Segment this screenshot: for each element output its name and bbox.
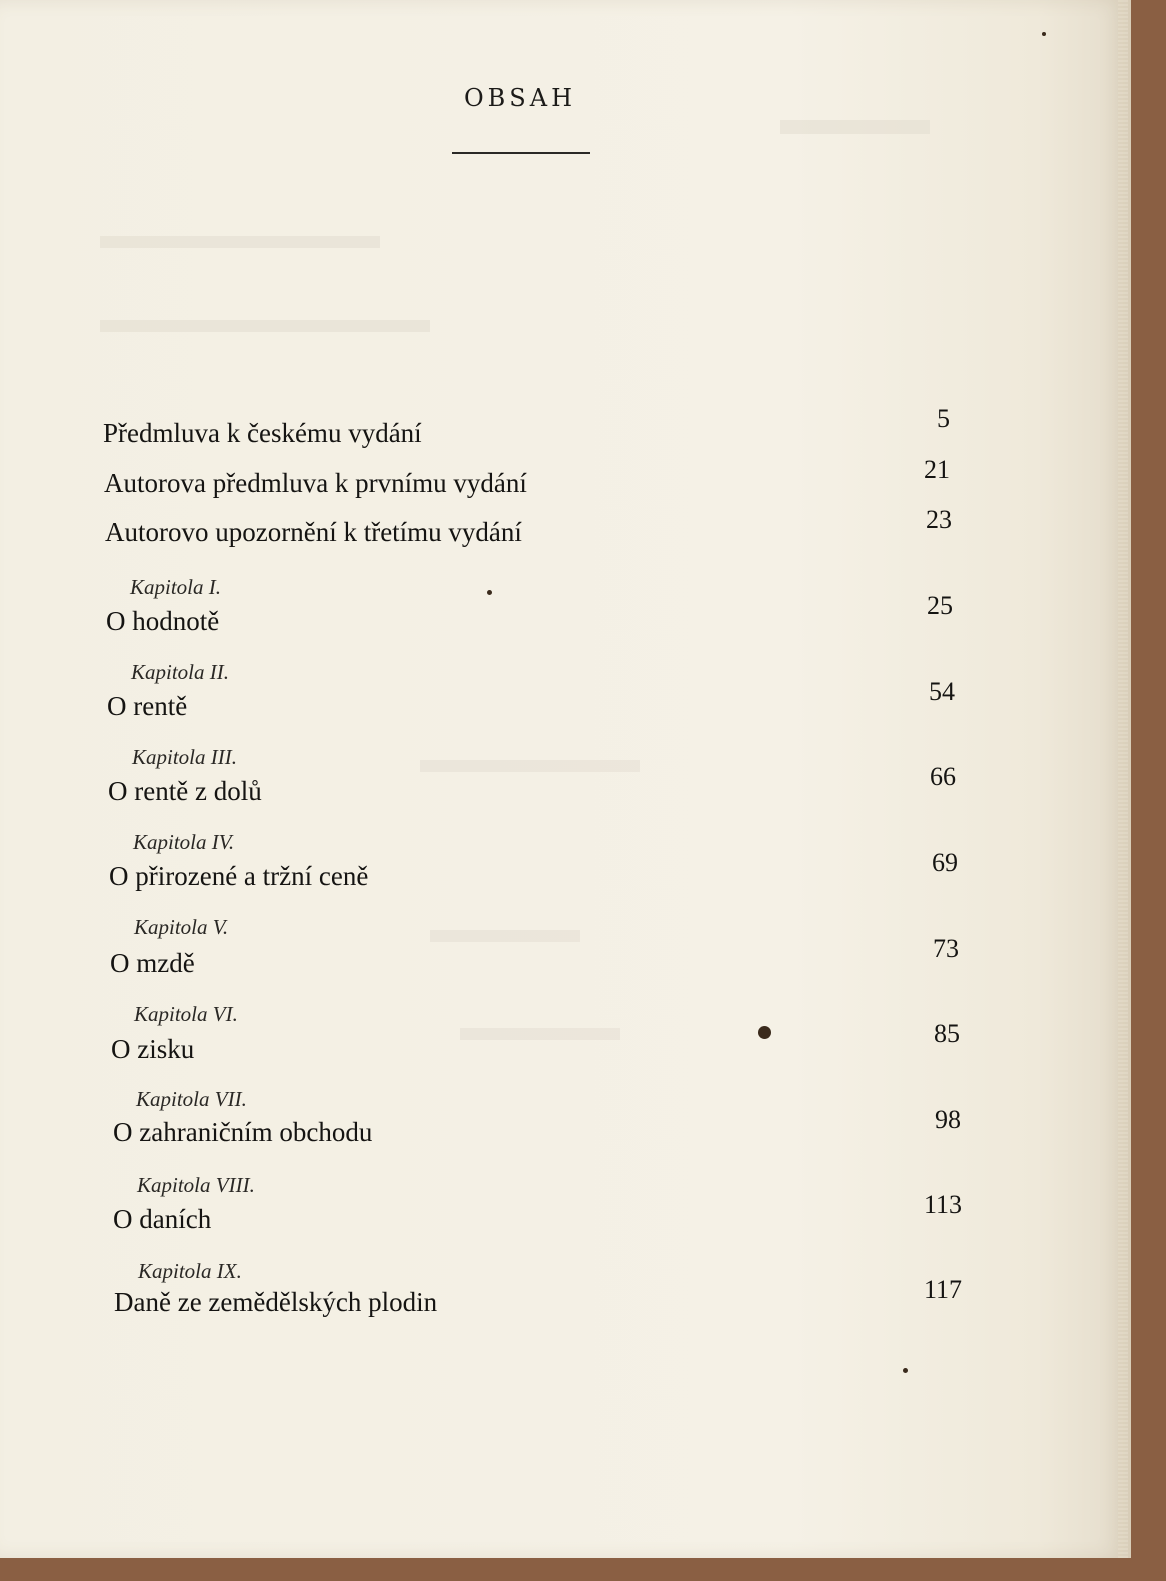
toc-entry-title: O přirozené a tržní ceně xyxy=(109,861,369,891)
toc-entry-title: O daních xyxy=(113,1204,212,1234)
ink-speck xyxy=(903,1368,908,1373)
toc-entry-page: 85 xyxy=(934,1019,960,1048)
toc-entry-kapitola: Kapitola III. xyxy=(132,745,237,769)
toc-entry-page: 73 xyxy=(933,934,959,963)
toc-entry-title: O hodnotě xyxy=(106,606,220,636)
toc-entry-title: Autorovo upozornění k třetímu vydání xyxy=(105,517,522,547)
toc-entry-kapitola: Kapitola V. xyxy=(134,915,229,939)
toc-entry-title: O zahraničním obchodu xyxy=(113,1117,373,1147)
toc-entry-kapitola: Kapitola II. xyxy=(131,660,229,684)
show-through-ghost xyxy=(420,760,640,772)
show-through-ghost xyxy=(100,320,430,332)
toc-entry-kapitola: Kapitola VII. xyxy=(136,1087,247,1111)
toc-entry-page: 5 xyxy=(937,404,950,433)
toc-entry-kapitola: Kapitola VIII. xyxy=(137,1173,255,1197)
toc-entry-title: O mzdě xyxy=(110,948,195,978)
toc-entry-page: 25 xyxy=(927,591,953,620)
toc-entry-title: Autorova předmluva k prvnímu vydání xyxy=(104,468,527,498)
toc-entry-kapitola: Kapitola IV. xyxy=(133,830,235,854)
toc-entry-title: Předmluva k českému vydání xyxy=(103,418,422,448)
toc-entry-kapitola: Kapitola I. xyxy=(130,575,222,599)
toc-entry-kapitola: Kapitola VI. xyxy=(134,1002,238,1026)
toc-entry-title: O rentě z dolů xyxy=(108,776,262,806)
show-through-ghost xyxy=(430,930,580,942)
toc-entry-page: 69 xyxy=(932,848,958,877)
ink-speck xyxy=(758,1026,771,1039)
toc-entry-page: 54 xyxy=(929,677,955,706)
toc-entry-title: O zisku xyxy=(111,1034,195,1064)
toc-entry-page: 113 xyxy=(923,1190,962,1219)
show-through-ghost xyxy=(460,1028,620,1040)
toc-entry-page: 66 xyxy=(930,762,956,791)
ink-speck xyxy=(1042,32,1046,36)
toc-entry-kapitola: Kapitola IX. xyxy=(138,1259,242,1283)
toc-entry-page: 21 xyxy=(924,455,950,484)
toc-entry-page: 117 xyxy=(923,1275,962,1304)
toc-entry-title: O rentě xyxy=(107,691,188,721)
page-edge xyxy=(1118,0,1128,1558)
toc-entry-title: Daně ze zemědělských plodin xyxy=(114,1287,438,1317)
toc-entry-page: 23 xyxy=(926,505,952,534)
toc-entry-page: 98 xyxy=(935,1105,961,1134)
title-rule xyxy=(452,152,590,154)
show-through-ghost xyxy=(780,120,930,134)
page-title: OBSAH xyxy=(463,84,576,112)
show-through-ghost xyxy=(100,236,380,248)
ink-speck xyxy=(487,590,492,595)
